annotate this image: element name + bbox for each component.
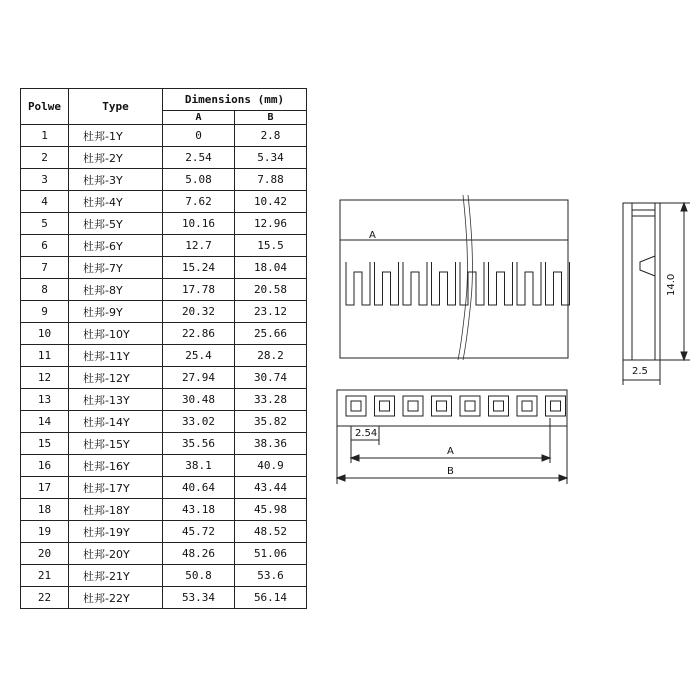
- cell-dim-a: 38.1: [163, 455, 235, 477]
- cell-type: 杜邦-5Y: [69, 213, 163, 235]
- contact-slot: [432, 262, 456, 305]
- cell-dim-b: 23.12: [235, 301, 307, 323]
- cell-dim-b: 45.98: [235, 499, 307, 521]
- cell-polwe: 11: [21, 345, 69, 367]
- contact-slot: [346, 262, 370, 305]
- cell-dim-b: 18.04: [235, 257, 307, 279]
- cell-type: 杜邦-17Y: [69, 477, 163, 499]
- cell-dim-a: 22.86: [163, 323, 235, 345]
- cell-polwe: 3: [21, 169, 69, 191]
- cell-type: 杜邦-3Y: [69, 169, 163, 191]
- header-col-a: A: [163, 111, 235, 125]
- cavity-inner: [551, 401, 561, 411]
- cell-polwe: 16: [21, 455, 69, 477]
- cell-polwe: 6: [21, 235, 69, 257]
- cell-dim-a: 53.34: [163, 587, 235, 609]
- cell-type: 杜邦-4Y: [69, 191, 163, 213]
- cell-type: 杜邦-18Y: [69, 499, 163, 521]
- cell-type: 杜邦-6Y: [69, 235, 163, 257]
- cavity-inner: [437, 401, 447, 411]
- cell-dim-a: 7.62: [163, 191, 235, 213]
- cell-polwe: 20: [21, 543, 69, 565]
- cell-type: 杜邦-13Y: [69, 389, 163, 411]
- cell-type: 杜邦-12Y: [69, 367, 163, 389]
- cell-polwe: 5: [21, 213, 69, 235]
- cell-type: 杜邦-9Y: [69, 301, 163, 323]
- cell-dim-b: 30.74: [235, 367, 307, 389]
- cavity-inner: [380, 401, 390, 411]
- cell-dim-b: 28.2: [235, 345, 307, 367]
- cell-dim-a: 25.4: [163, 345, 235, 367]
- front-view: [340, 195, 570, 360]
- cell-type: 杜邦-8Y: [69, 279, 163, 301]
- cell-dim-b: 35.82: [235, 411, 307, 433]
- cell-type: 杜邦-7Y: [69, 257, 163, 279]
- contact-slot: [546, 262, 570, 305]
- cell-polwe: 19: [21, 521, 69, 543]
- cell-type: 杜邦-10Y: [69, 323, 163, 345]
- cell-polwe: 10: [21, 323, 69, 345]
- cell-dim-a: 2.54: [163, 147, 235, 169]
- cell-type: 杜邦-22Y: [69, 587, 163, 609]
- cavity-inner: [465, 401, 475, 411]
- contact-slot: [403, 262, 427, 305]
- header-type: Type: [69, 89, 163, 125]
- cell-type: 杜邦-20Y: [69, 543, 163, 565]
- cell-dim-a: 5.08: [163, 169, 235, 191]
- cell-polwe: 18: [21, 499, 69, 521]
- cavity-outer: [403, 396, 423, 416]
- cell-dim-b: 25.66: [235, 323, 307, 345]
- cavity-inner: [351, 401, 361, 411]
- cell-dim-b: 53.6: [235, 565, 307, 587]
- header-col-b: B: [235, 111, 307, 125]
- break-line: [458, 195, 467, 360]
- cavity-inner: [522, 401, 532, 411]
- cell-type: 杜邦-21Y: [69, 565, 163, 587]
- cell-dim-b: 10.42: [235, 191, 307, 213]
- cell-dim-b: 2.8: [235, 125, 307, 147]
- cell-dim-a: 15.24: [163, 257, 235, 279]
- cell-polwe: 13: [21, 389, 69, 411]
- cell-type: 杜邦-15Y: [69, 433, 163, 455]
- cell-dim-a: 48.26: [163, 543, 235, 565]
- cell-dim-b: 5.34: [235, 147, 307, 169]
- cell-type: 杜邦-16Y: [69, 455, 163, 477]
- cell-dim-b: 40.9: [235, 455, 307, 477]
- cell-dim-a: 40.64: [163, 477, 235, 499]
- b-label: B: [447, 466, 454, 477]
- cell-dim-b: 56.14: [235, 587, 307, 609]
- cavity-outer: [432, 396, 452, 416]
- side-view: [623, 203, 690, 385]
- cell-dim-a: 43.18: [163, 499, 235, 521]
- cell-dim-a: 27.94: [163, 367, 235, 389]
- cell-dim-a: 35.56: [163, 433, 235, 455]
- cell-polwe: 9: [21, 301, 69, 323]
- cell-dim-a: 45.72: [163, 521, 235, 543]
- side-outline: [623, 203, 660, 360]
- cell-type: 杜邦-1Y: [69, 125, 163, 147]
- cell-dim-b: 51.06: [235, 543, 307, 565]
- cavity-outer: [460, 396, 480, 416]
- cell-polwe: 1: [21, 125, 69, 147]
- pitch-label: 2.54: [355, 428, 378, 439]
- cell-type: 杜邦-14Y: [69, 411, 163, 433]
- cell-dim-b: 15.5: [235, 235, 307, 257]
- cell-dim-b: 7.88: [235, 169, 307, 191]
- header-dimensions: Dimensions (mm): [163, 89, 307, 111]
- cell-dim-a: 33.02: [163, 411, 235, 433]
- contact-slot: [517, 262, 541, 305]
- height-label: 14.0: [666, 273, 677, 296]
- cell-dim-b: 48.52: [235, 521, 307, 543]
- cell-type: 杜邦-2Y: [69, 147, 163, 169]
- cavity-outer: [546, 396, 566, 416]
- cavity-inner: [494, 401, 504, 411]
- cavity-inner: [408, 401, 418, 411]
- side-detail: [632, 210, 655, 276]
- cell-dim-b: 20.58: [235, 279, 307, 301]
- cell-dim-b: 33.28: [235, 389, 307, 411]
- contact-slot: [489, 262, 513, 305]
- cell-dim-a: 0: [163, 125, 235, 147]
- pin-label: A: [369, 230, 376, 241]
- cell-dim-a: 17.78: [163, 279, 235, 301]
- cavity-outer: [517, 396, 537, 416]
- cell-polwe: 2: [21, 147, 69, 169]
- cavity-outer: [489, 396, 509, 416]
- top-cavities: [346, 396, 566, 416]
- cell-polwe: 22: [21, 587, 69, 609]
- cell-polwe: 15: [21, 433, 69, 455]
- cell-polwe: 21: [21, 565, 69, 587]
- cell-dim-b: 43.44: [235, 477, 307, 499]
- a-label: A: [447, 446, 454, 457]
- cell-dim-a: 50.8: [163, 565, 235, 587]
- header-polwe: Polwe: [21, 89, 69, 125]
- cell-dim-b: 12.96: [235, 213, 307, 235]
- contact-slot: [375, 262, 399, 305]
- cavity-outer: [346, 396, 366, 416]
- cell-dim-a: 12.7: [163, 235, 235, 257]
- cell-type: 杜邦-19Y: [69, 521, 163, 543]
- cell-dim-a: 20.32: [163, 301, 235, 323]
- cell-dim-a: 30.48: [163, 389, 235, 411]
- cell-polwe: 8: [21, 279, 69, 301]
- cell-polwe: 12: [21, 367, 69, 389]
- cell-dim-a: 10.16: [163, 213, 235, 235]
- cavity-outer: [375, 396, 395, 416]
- cell-type: 杜邦-11Y: [69, 345, 163, 367]
- cell-polwe: 4: [21, 191, 69, 213]
- contact-slots: [346, 262, 570, 305]
- cell-polwe: 17: [21, 477, 69, 499]
- width-label: 2.5: [632, 366, 648, 377]
- cell-polwe: 14: [21, 411, 69, 433]
- cell-dim-b: 38.36: [235, 433, 307, 455]
- cell-polwe: 7: [21, 257, 69, 279]
